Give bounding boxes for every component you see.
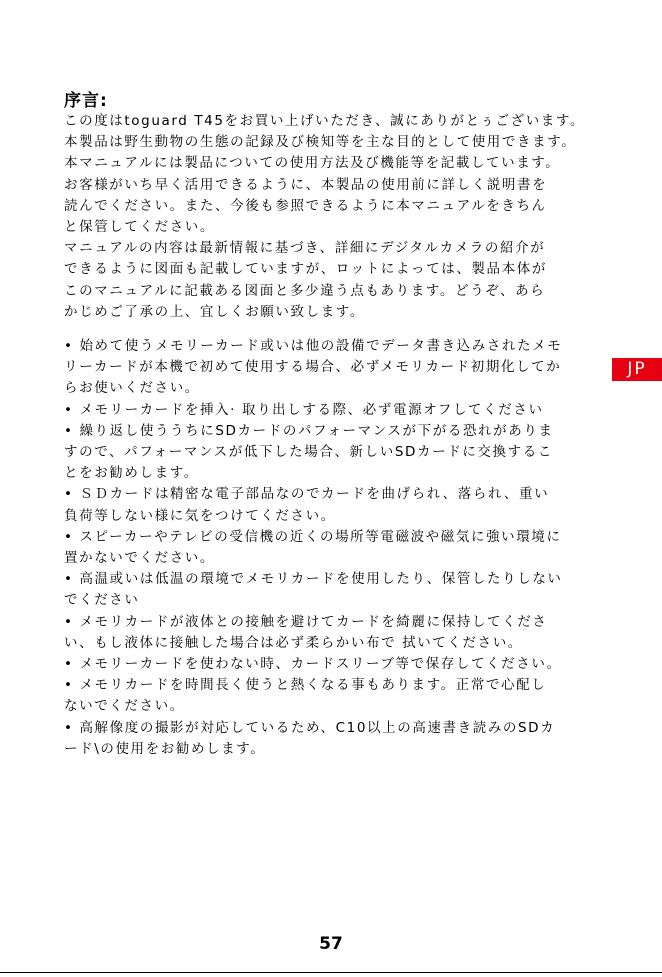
note-line: 置かないでください。 [64,550,215,567]
note-line: • メモリカードを時間長く使うと熱くなる事もあります。正常で心配し [64,677,547,694]
note-line: すので、パフォーマンスが低下した場合、新しいSDカードに交換するこ [64,444,553,461]
intro-line: かじめご了承の上、宜しくお願い致します。 [64,303,365,320]
intro-line: 本マニュアルには製品についての使用方法及び機能等を記載しています。 [64,155,561,172]
note-line: ード\の使用をお勧めします。 [64,740,266,757]
intro-paragraph [64,111,624,323]
memory-card-notes [64,336,624,760]
intro-line: できるように図面も記載していますが、ロットによっては、製品本体が [64,261,547,278]
note-line: とをお勧めします。 [64,465,199,482]
note-line: • 高温或いは低温の環境でメモリカードを使用したり、保管したりしない [64,571,563,588]
note-line: • ＳＤカードは精密な電子部品なのでカードを曲げられ、落られ、重い [64,486,550,503]
note-line: でください [64,592,140,609]
intro-line: このマニュアルに記載ある図面と多少違う点もあります。どうぞ、あら [64,282,546,299]
intro-line: この度はtoguard T45をお買い上げいただき、誠にありがとぅございます。 [64,113,586,129]
note-line: い、もし液体に接触した場合は必ず柔らかい布で 拭いてください。 [64,634,523,651]
note-line: ないでください。 [64,698,185,715]
note-line: らお使いください。 [64,380,200,397]
note-line: • 繰り返し使ううちにSDカードのパフォーマンスが下がる恐れがありま [64,422,554,439]
section-title: 序言: [64,91,108,111]
note-line: • メモリカードが液体との接触を避けてカードを綺麗に保持してくださ [64,613,548,630]
note-line: 負荷等しない様に気をつけてください。 [64,507,336,524]
note-line: • スピーカーやテレビの受信機の近くの場所等電磁波や磁気に強い環境に [64,528,562,545]
note-line: リーカードが本機で初めて使用する場合、必ずメモリカード初期化してか [64,359,562,376]
intro-line: お客様がいち早く活用できるように、本製品の使用前に詳しく説明書を [64,176,548,193]
intro-line: 本製品は野生動物の生態の記録及び検知等を主な目的として使用できます。 [64,134,577,151]
note-line: • 始めて使うメモリーカード或いは他の設備でデータ書き込みされたメモ [64,338,563,354]
bottom-divider [0,972,662,973]
page-number: 57 [319,934,343,954]
intro-line: マニュアルの内容は最新情報に基づき、詳細にデジタルカメラの紹介が [64,240,546,257]
intro-line: と保管してください。 [64,219,215,236]
note-line: • 高解像度の撮影が対応しているため、C10以上の高速書き読みのSDカ [64,719,556,736]
intro-line: 読んでください。また、今後も参照できるように本マニュアルをきちん [64,197,547,214]
language-tab: JP [612,358,662,381]
note-line: • メモリーカードを挿入· 取り出しする際、必ず電源オフしてください [64,401,544,418]
note-line: • メモリーカードを使わない時、カードスリーブ等で保存してください。 [64,656,562,673]
